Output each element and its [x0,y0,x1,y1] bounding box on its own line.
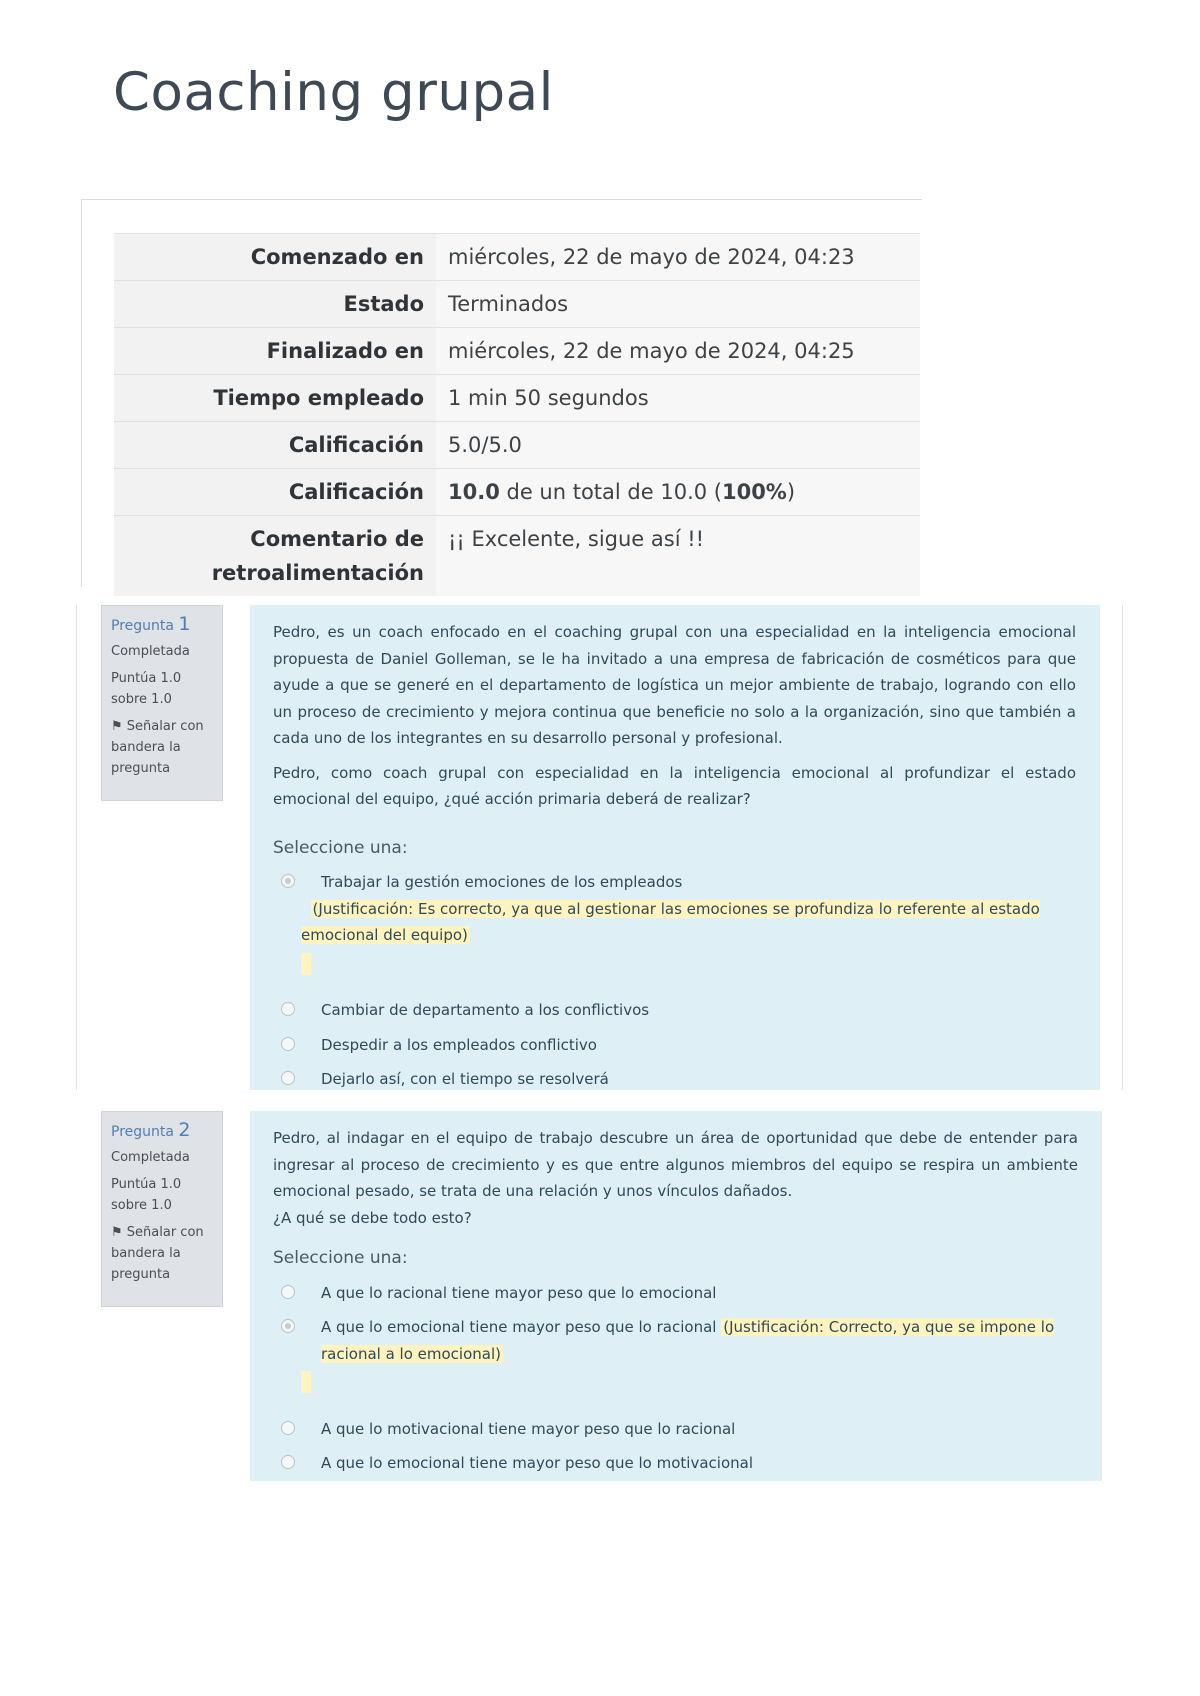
flag-question-button[interactable]: ⚑ Señalar con bandera la pregunta [111,1225,204,1282]
summary-label: Calificación [114,469,436,516]
summary-row-feedback [114,516,920,597]
question-1-content [250,605,1100,1090]
select-prompt: Seleccione una: [273,1248,408,1268]
answer-option[interactable] [273,1280,1078,1307]
answer-label: A que lo emocional tiene mayor peso que lo motivacional [321,1454,753,1472]
radio-selected[interactable] [281,874,295,888]
summary-value: Terminados [436,281,920,328]
summary-value: miércoles, 22 de mayo de 2024, 04:25 [436,328,920,375]
answer-option[interactable] [273,1450,1078,1477]
summary-value: miércoles, 22 de mayo de 2024, 04:23 [436,234,920,281]
question-state: Completada [111,1150,190,1165]
question-paragraph: Pedro, es un coach enfocado en el coaching grupal con una especialidad en la inteligencia emocional propuesta de Daniel Golleman, se le ha invitado a una empresa de fabricación de cosméticos para que ayude a que se generé en el departamento de logística un mejor ambiente de trabajo, logrando con ello un proceso de crecimiento y mejora continua que beneficie no solo a la organización, sino que también a cada uno de los integrantes en su desarrollo personal y profesional. [273,623,1076,747]
answer-option[interactable] [273,1416,1078,1443]
flag-icon: ⚑ [111,719,123,734]
question-2-info [101,1111,223,1307]
summary-row-started [114,234,920,281]
question-grade: Puntúa 1.0 sobre 1.0 [111,1177,182,1213]
question-grade: Puntúa 1.0 sobre 1.0 [111,671,182,707]
grade-percent: 100% [721,480,787,504]
answer-label: Dejarlo así, con el tiempo se resolverá [321,1070,609,1088]
page-title: Coaching grupal [113,62,554,123]
summary-value [436,469,920,516]
answer-label: A que lo emocional tiene mayor peso que lo racional [321,1318,717,1336]
summary-label: Calificación [114,422,436,469]
select-prompt: Seleccione una: [273,837,408,858]
question-text [273,619,1076,813]
summary-row-grade [114,469,920,516]
answer-label: A que lo motivacional tiene mayor peso que lo racional [321,1419,736,1438]
answer-option[interactable] [273,1314,1078,1408]
grade-close: ) [786,480,796,504]
radio-unselected[interactable] [281,1421,295,1435]
radio-unselected[interactable] [281,1285,295,1299]
summary-label: Comentario de retroalimentación [114,516,436,597]
question-paragraph: ¿A qué se debe todo esto? [273,1208,472,1227]
grade-value: 10.0 [448,480,500,504]
question-number: Pregunta 1 [111,613,191,635]
answer-label: Despedir a los empleados conflictivo [321,1035,597,1054]
flag-question-button[interactable]: ⚑ Señalar con bandera la pregunta [111,719,204,776]
summary-label: Tiempo empleado [114,375,436,422]
answer-label: Trabajar la gestión emociones de los empleados [321,873,683,891]
feedback-marker [301,1371,311,1393]
summary-row-state [114,281,920,328]
answer-option[interactable] [273,869,1076,989]
radio-unselected[interactable] [281,1037,295,1051]
answer-option[interactable] [273,997,1076,1024]
radio-unselected[interactable] [281,1071,295,1085]
question-paragraph: Pedro, como coach grupal con especialidad en la inteligencia emocional al profundizar el estado emocional del equipo, ¿qué acción primaria deberá de realizar? [273,763,1076,808]
summary-row-marks [114,422,920,469]
question-2-content [250,1111,1102,1481]
summary-label: Comenzado en [114,234,436,281]
question-number: Pregunta 2 [111,1119,191,1141]
summary-row-time-taken [114,375,920,422]
answer-option[interactable] [273,1032,1076,1059]
answer-feedback: (Justificación: Correcto, ya que se impone lo racional a lo emocional) [321,1318,1055,1363]
answer-label: Cambiar de departamento a los conflictivos [321,1001,650,1019]
question-state: Completada [111,644,190,659]
attempt-summary-table [114,233,920,596]
summary-value: 5.0/5.0 [436,422,920,469]
summary-label: Estado [114,281,436,328]
answer-feedback: (Justificación: Es correcto, ya que al gestionar las emociones se profundiza lo referente al estado emocional del equipo) [301,899,1040,944]
question-text [273,1125,1078,1231]
radio-unselected[interactable] [281,1002,295,1016]
answer-label: A que lo racional tiene mayor peso que lo emocional [321,1283,717,1302]
summary-value: 1 min 50 segundos [436,375,920,422]
grade-total: de un total de 10.0 ( [499,480,722,504]
question-1-info [101,605,223,801]
radio-unselected[interactable] [281,1455,295,1469]
radio-selected[interactable] [281,1319,295,1333]
summary-row-finished [114,328,920,375]
summary-label: Finalizado en [114,328,436,375]
summary-value: ¡¡ Excelente, sigue así !! [436,516,920,597]
answer-option[interactable] [273,1066,1076,1093]
feedback-marker [301,953,311,975]
question-paragraph: Pedro, al indagar en el equipo de trabajo descubre un área de oportunidad que debe de entender para ingresar al proceso de crecimiento y es que entre algunos miembros del equipo se respira un ambiente emocional pesado, se trata de una relación y unos vínculos dañados. [273,1129,1078,1200]
flag-icon: ⚑ [111,1225,123,1240]
